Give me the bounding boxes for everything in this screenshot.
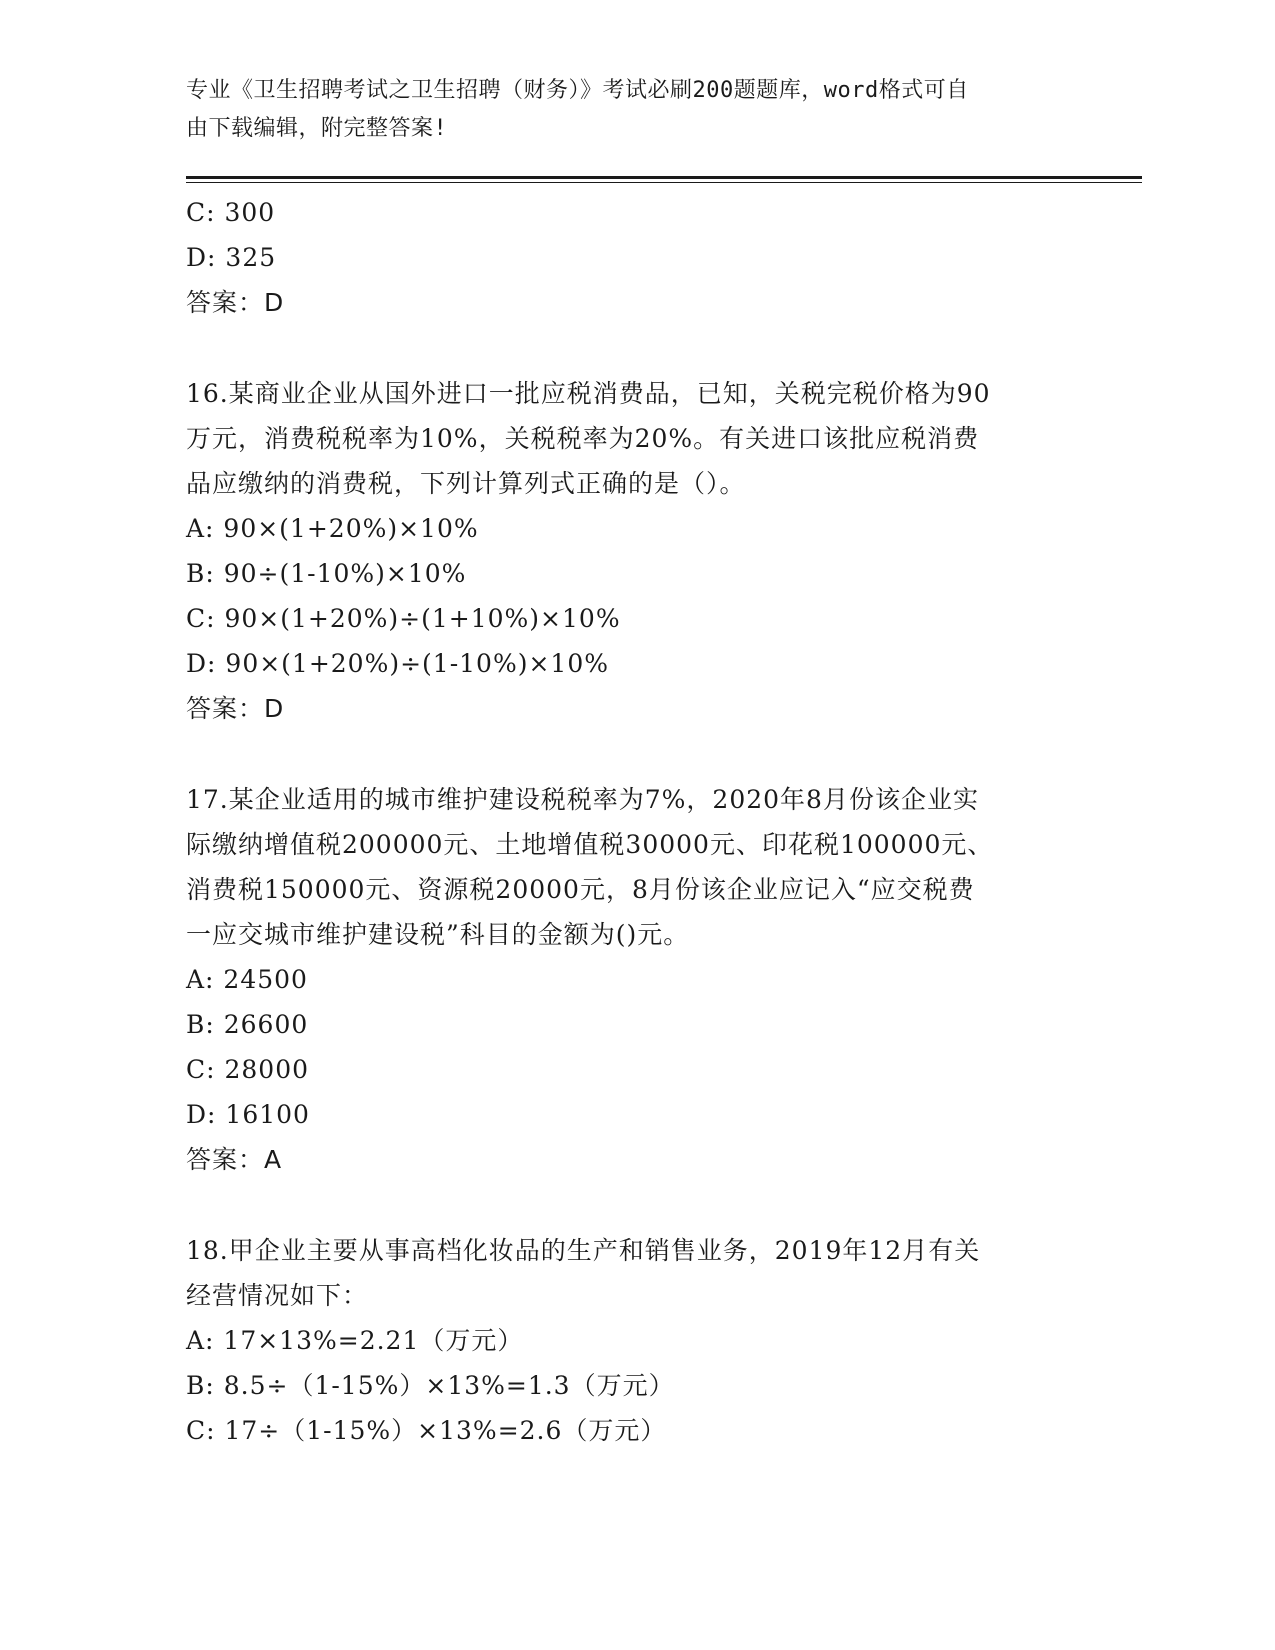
header-divider-thin — [186, 182, 1142, 183]
spacer — [186, 731, 1086, 777]
option-a: A: 24500 — [186, 965, 308, 994]
header-line-1: 专业《卫生招聘考试之卫生招聘（财务）》考试必刷200题题库，word格式可自 — [186, 78, 969, 103]
question-stem-line: 万元，消费税税率为10%，关税税率为20%。有关进口该批应税消费 — [186, 424, 980, 453]
header-divider — [186, 176, 1142, 179]
question-17 — [186, 777, 1086, 1182]
answer-line: 答案：D — [186, 694, 285, 723]
option-a: A: 90×(1+20%)×10% — [186, 514, 479, 543]
option-b: B: 90÷(1-10%)×10% — [186, 559, 467, 588]
spacer — [186, 1182, 1086, 1228]
option-d: D: 90×(1+20%)÷(1-10%)×10% — [186, 649, 609, 678]
option-a: A: 17×13%=2.21（万元） — [186, 1326, 524, 1355]
question-stem-line: 17.某企业适用的城市维护建设税税率为7%，2020年8月份该企业实 — [186, 785, 979, 814]
question-15 — [186, 190, 1086, 325]
answer-line: 答案：D — [186, 288, 285, 317]
question-stem-line: 消费税150000元、资源税20000元，8月份该企业应记入“应交税费 — [186, 875, 975, 904]
option-b: B: 26600 — [186, 1010, 309, 1039]
question-stem-line: 一应交城市维护建设税”科目的金额为()元。 — [186, 920, 690, 949]
question-content — [186, 190, 1086, 1453]
question-stem-line: 品应缴纳的消费税，下列计算列式正确的是（）。 — [186, 469, 746, 498]
option-c: C: 17÷（1-15%）×13%=2.6（万元） — [186, 1416, 667, 1445]
question-stem-line: 际缴纳增值税200000元、土地增值税30000元、印花税100000元、 — [186, 830, 994, 859]
question-stem-line: 经营情况如下： — [186, 1281, 369, 1310]
question-16 — [186, 371, 1086, 731]
option-c: C: 90×(1+20%)÷(1+10%)×10% — [186, 604, 621, 633]
header-line-2: 由下载编辑，附完整答案! — [186, 116, 448, 141]
spacer — [186, 325, 1086, 371]
question-stem-line: 18.甲企业主要从事高档化妆品的生产和销售业务，2019年12月有关 — [186, 1236, 981, 1265]
page-header — [186, 72, 1066, 148]
option-b: B: 8.5÷（1-15%）×13%=1.3（万元） — [186, 1371, 675, 1400]
option-d: D: 325 — [186, 243, 277, 272]
option-d: D: 16100 — [186, 1100, 310, 1129]
option-c: C: 28000 — [186, 1055, 310, 1084]
option-c: C: 300 — [186, 198, 276, 227]
question-stem-line: 16.某商业企业从国外进口一批应税消费品，已知，关税完税价格为90 — [186, 379, 991, 408]
answer-line: 答案：A — [186, 1145, 283, 1174]
question-18 — [186, 1228, 1086, 1453]
